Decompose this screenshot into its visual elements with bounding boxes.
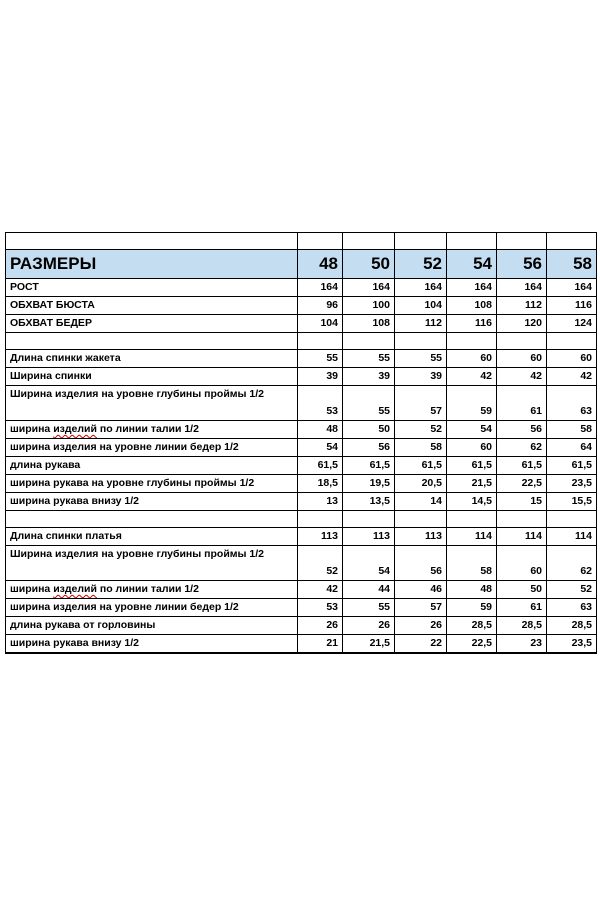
value-cell: 113: [395, 528, 447, 546]
value-cell: 58: [547, 421, 597, 439]
value-cell: 53: [298, 599, 343, 617]
value-cell: 64: [547, 439, 597, 457]
value-cell: 114: [447, 528, 497, 546]
table-row: [6, 386, 597, 421]
value-cell: 114: [547, 528, 597, 546]
value-cell: 113: [343, 528, 395, 546]
value-cell: 113: [298, 528, 343, 546]
value-cell: 54: [343, 546, 395, 581]
row-label: ширина изделия на уровне линии бедер 1/2: [6, 439, 298, 457]
value-cell: 164: [447, 279, 497, 297]
value-cell: 58: [447, 546, 497, 581]
table-row: [6, 599, 597, 617]
value-cell: 48: [447, 581, 497, 599]
table-row: [6, 279, 597, 297]
value-cell: 164: [298, 279, 343, 297]
value-cell: 42: [447, 368, 497, 386]
spellcheck-marked-word: изделий: [53, 423, 97, 435]
size-header-cell: 54: [447, 250, 497, 279]
table-top-blank-row: [6, 233, 597, 250]
size-header-cell: 48: [298, 250, 343, 279]
size-header-cell: 56: [497, 250, 547, 279]
value-cell: 13: [298, 493, 343, 511]
value-cell: 116: [547, 297, 597, 315]
value-cell: 60: [447, 439, 497, 457]
row-label: ширина рукава внизу 1/2: [6, 635, 298, 654]
value-cell: 26: [298, 617, 343, 635]
row-label: ширина рукава на уровне глубины проймы 1/2: [6, 475, 298, 493]
value-cell: 26: [395, 617, 447, 635]
value-cell: 23,5: [547, 475, 597, 493]
value-cell: 61,5: [547, 457, 597, 475]
value-cell: [298, 333, 343, 350]
value-cell: 96: [298, 297, 343, 315]
value-cell: 61,5: [343, 457, 395, 475]
table-row: [6, 493, 597, 511]
value-cell: 39: [343, 368, 395, 386]
value-cell: 63: [547, 386, 597, 421]
value-cell: 13,5: [343, 493, 395, 511]
value-cell: [547, 511, 597, 528]
value-cell: 39: [395, 368, 447, 386]
value-cell: [497, 333, 547, 350]
value-cell: 61: [497, 386, 547, 421]
value-cell: 100: [343, 297, 395, 315]
value-cell: 104: [395, 297, 447, 315]
value-cell: 61,5: [497, 457, 547, 475]
row-label: ОБХВАТ БЕДЕР: [6, 315, 298, 333]
value-cell: 55: [343, 599, 395, 617]
value-cell: 104: [298, 315, 343, 333]
value-cell: 26: [343, 617, 395, 635]
row-label: ширина рукава внизу 1/2: [6, 493, 298, 511]
value-cell: 164: [395, 279, 447, 297]
value-cell: 15,5: [547, 493, 597, 511]
value-cell: [343, 511, 395, 528]
table-row: [6, 617, 597, 635]
value-cell: 120: [497, 315, 547, 333]
table-row: [6, 333, 597, 350]
value-cell: 59: [447, 386, 497, 421]
value-cell: 23: [497, 635, 547, 654]
value-cell: 164: [547, 279, 597, 297]
value-cell: 46: [395, 581, 447, 599]
value-cell: 55: [298, 350, 343, 368]
value-cell: 42: [298, 581, 343, 599]
row-label: [6, 511, 298, 528]
row-label: Длина спинки жакета: [6, 350, 298, 368]
value-cell: 50: [343, 421, 395, 439]
value-cell: 57: [395, 599, 447, 617]
value-cell: 112: [497, 297, 547, 315]
value-cell: 50: [497, 581, 547, 599]
header-row: [6, 250, 597, 279]
row-label: Ширина изделия на уровне глубины проймы 1/2: [6, 386, 298, 421]
value-cell: 52: [547, 581, 597, 599]
value-cell: 28,5: [447, 617, 497, 635]
value-cell: 59: [447, 599, 497, 617]
value-cell: 54: [298, 439, 343, 457]
row-label: длина рукава от горловины: [6, 617, 298, 635]
value-cell: 116: [447, 315, 497, 333]
table-row: [6, 297, 597, 315]
table-row: [6, 368, 597, 386]
value-cell: [447, 511, 497, 528]
blank-cell: [395, 233, 447, 250]
value-cell: 57: [395, 386, 447, 421]
table-row: [6, 315, 597, 333]
blank-cell: [497, 233, 547, 250]
row-label-part: по линии талии 1/2: [96, 423, 199, 435]
value-cell: [547, 333, 597, 350]
blank-cell: [6, 233, 298, 250]
value-cell: [343, 333, 395, 350]
value-cell: 14: [395, 493, 447, 511]
spellcheck-marked-word: изделий: [53, 583, 97, 595]
value-cell: 61,5: [298, 457, 343, 475]
value-cell: 56: [343, 439, 395, 457]
value-cell: 28,5: [497, 617, 547, 635]
size-header-cell: 52: [395, 250, 447, 279]
row-label: длина рукава: [6, 457, 298, 475]
value-cell: 164: [497, 279, 547, 297]
row-label-part: ширина: [10, 423, 54, 435]
table-row: [6, 635, 597, 654]
row-label: РОСТ: [6, 279, 298, 297]
size-header-cell: 50: [343, 250, 395, 279]
table-row: [6, 546, 597, 581]
value-cell: 44: [343, 581, 395, 599]
row-label: Ширина спинки: [6, 368, 298, 386]
row-label: [6, 581, 298, 599]
value-cell: 22,5: [447, 635, 497, 654]
row-label-part: ширина: [10, 583, 54, 595]
value-cell: 15: [497, 493, 547, 511]
size-chart-table: [5, 232, 597, 654]
value-cell: 18,5: [298, 475, 343, 493]
value-cell: 124: [547, 315, 597, 333]
value-cell: 61: [497, 599, 547, 617]
value-cell: 63: [547, 599, 597, 617]
value-cell: 60: [497, 350, 547, 368]
row-label: ширина изделия на уровне линии бедер 1/2: [6, 599, 298, 617]
table-row: [6, 511, 597, 528]
table-row: [6, 421, 597, 439]
value-cell: 14,5: [447, 493, 497, 511]
value-cell: 108: [447, 297, 497, 315]
row-label: Ширина изделия на уровне глубины проймы 1/2: [6, 546, 298, 581]
value-cell: 55: [343, 386, 395, 421]
value-cell: 114: [497, 528, 547, 546]
value-cell: 48: [298, 421, 343, 439]
value-cell: 19,5: [343, 475, 395, 493]
row-label: Длина спинки платья: [6, 528, 298, 546]
value-cell: 42: [497, 368, 547, 386]
sizes-heading: РАЗМЕРЫ: [6, 250, 298, 279]
table-row: [6, 439, 597, 457]
value-cell: 28,5: [547, 617, 597, 635]
blank-cell: [343, 233, 395, 250]
value-cell: 39: [298, 368, 343, 386]
value-cell: 112: [395, 315, 447, 333]
value-cell: [298, 511, 343, 528]
value-cell: [395, 333, 447, 350]
value-cell: 20,5: [395, 475, 447, 493]
value-cell: 22: [395, 635, 447, 654]
value-cell: [497, 511, 547, 528]
value-cell: 56: [497, 421, 547, 439]
value-cell: 61,5: [395, 457, 447, 475]
blank-cell: [298, 233, 343, 250]
measurement-rows: [6, 279, 597, 654]
table-row: [6, 457, 597, 475]
value-cell: 164: [343, 279, 395, 297]
value-cell: [447, 333, 497, 350]
value-cell: 56: [395, 546, 447, 581]
value-cell: 62: [497, 439, 547, 457]
value-cell: 21: [298, 635, 343, 654]
size-header-cell: 58: [547, 250, 597, 279]
table-row: [6, 350, 597, 368]
value-cell: [395, 511, 447, 528]
blank-cell: [547, 233, 597, 250]
value-cell: 60: [497, 546, 547, 581]
value-cell: 52: [298, 546, 343, 581]
value-cell: 62: [547, 546, 597, 581]
row-label: [6, 421, 298, 439]
value-cell: 58: [395, 439, 447, 457]
row-label: [6, 333, 298, 350]
value-cell: 54: [447, 421, 497, 439]
value-cell: 23,5: [547, 635, 597, 654]
value-cell: 61,5: [447, 457, 497, 475]
value-cell: 53: [298, 386, 343, 421]
value-cell: 60: [547, 350, 597, 368]
table-row: [6, 475, 597, 493]
table-row: [6, 528, 597, 546]
value-cell: 55: [395, 350, 447, 368]
table-row: [6, 581, 597, 599]
value-cell: 108: [343, 315, 395, 333]
value-cell: 22,5: [497, 475, 547, 493]
value-cell: 52: [395, 421, 447, 439]
value-cell: 42: [547, 368, 597, 386]
value-cell: 21,5: [343, 635, 395, 654]
value-cell: 60: [447, 350, 497, 368]
value-cell: 55: [343, 350, 395, 368]
blank-cell: [447, 233, 497, 250]
row-label: ОБХВАТ БЮСТА: [6, 297, 298, 315]
row-label-part: по линии талии 1/2: [96, 583, 199, 595]
value-cell: 21,5: [447, 475, 497, 493]
